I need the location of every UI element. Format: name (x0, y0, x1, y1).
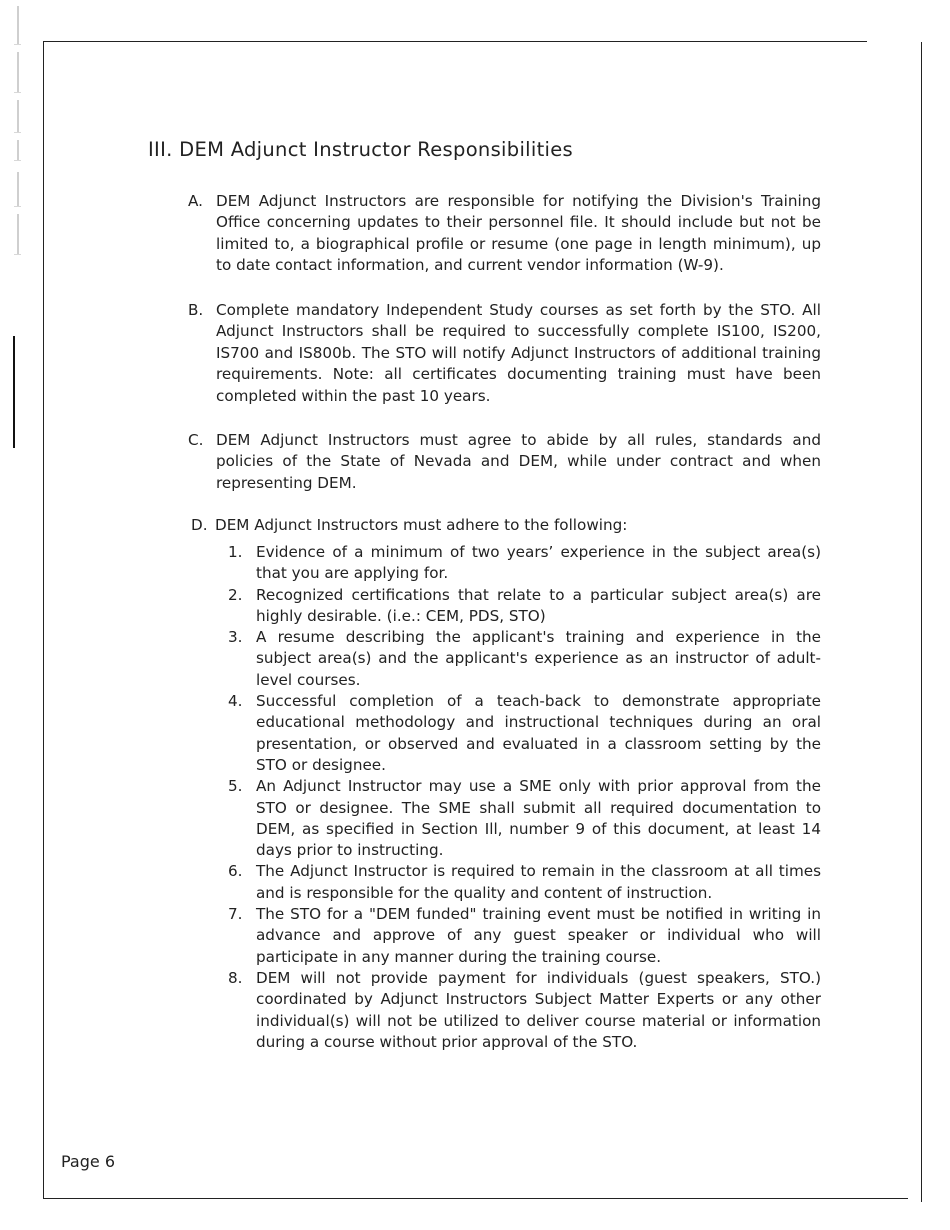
section-text: DEM Adjunct Instructors are responsible for notifying the Division's Training Office concerning updates to their personnel file. It should include but not be limited to, a biographical profile or resume (one page in length minimum), up to date contact information, and current vendor information (W-9). (216, 192, 821, 275)
list-text: Recognized certifications that relate to a particular subject area(s) are highly desirable. (i.e.: CEM, PDS, STO) (256, 585, 821, 625)
list-number: 4. (228, 692, 243, 711)
section-c (188, 430, 821, 494)
list-number: 3. (228, 628, 243, 647)
list-item (228, 585, 821, 628)
list-text: A resume describing the applicant's training and experience in the subject area(s) and the applicant's experience as an instructor of adult-level courses. (256, 628, 821, 689)
page-frame-bottom-rule (43, 1198, 908, 1199)
page-frame-left-rule (43, 41, 44, 1199)
section-b (188, 300, 821, 407)
list-number: 8. (228, 968, 243, 987)
list-item (228, 904, 821, 968)
list-text: An Adjunct Instructor may use a SME only with prior approval from the STO or designee. The SME shall submit all required documentation to DEM, as specified in Section Ill, number 9 of this document, at least 14 days prior to instructing. (256, 777, 821, 860)
section-letter: C. (188, 431, 204, 449)
section-text: Complete mandatory Independent Study courses as set forth by the STO. All Adjunct Instructors shall be required to successfully complete IS100, IS200, IS700 and IS800b. The STO will notify Adjunct Instructors of additional training requirements. Note: all certificates documenting training must have been completed within the past 10 years. (216, 301, 821, 405)
list-text: The Adjunct Instructor is required to remain in the classroom at all times and is responsible for the quality and content of instruction. (256, 862, 821, 902)
section-letter: D. (191, 516, 208, 534)
list-number: 6. (228, 862, 243, 881)
page-number: Page 6 (61, 1152, 115, 1171)
list-number: 1. (228, 543, 243, 561)
section-text: DEM Adjunct Instructors must adhere to the following: (215, 516, 628, 534)
list-text: DEM will not provide payment for individuals (guest speakers, STO.) coordinated by Adjunct Instructors Subject Matter Experts or any other individual(s) will not be utilized to deliver course material or information during a course without prior approval of the STO. (256, 968, 821, 1051)
section-letter: B. (188, 301, 204, 319)
section-text: DEM Adjunct Instructors must agree to abide by all rules, standards and policies of the State of Nevada and DEM, while under contract and when representing DEM. (216, 431, 821, 492)
list-item (228, 691, 821, 776)
list-item (228, 542, 821, 585)
page-frame-right-rule (921, 42, 922, 1202)
section-d (191, 515, 821, 536)
section-heading: III. DEM Adjunct Instructor Responsibilities (148, 138, 574, 161)
requirements-list (228, 542, 821, 1053)
list-item (228, 776, 821, 861)
binding-marks (14, 0, 22, 260)
list-number: 7. (228, 905, 243, 924)
list-text: Successful completion of a teach-back to demonstrate appropriate educational methodology and instructional techniques during an oral presentation, or observed and evaluated in a classroom setting by the STO or designee. (256, 692, 821, 774)
page-frame-top-rule (43, 41, 867, 42)
margin-bar (13, 336, 15, 448)
list-text: Evidence of a minimum of two years’ experience in the subject area(s) that you are applying for. (256, 543, 821, 583)
section-letter: A. (188, 192, 203, 210)
section-a (188, 191, 821, 277)
list-item (228, 861, 821, 904)
list-number: 2. (228, 585, 243, 604)
list-text: The STO for a "DEM funded" training event must be notified in writing in advance and approve of any guest speaker or individual who will participate in any manner during the training course. (256, 905, 821, 966)
list-number: 5. (228, 777, 243, 796)
list-item (228, 627, 821, 691)
list-item (228, 968, 821, 1053)
